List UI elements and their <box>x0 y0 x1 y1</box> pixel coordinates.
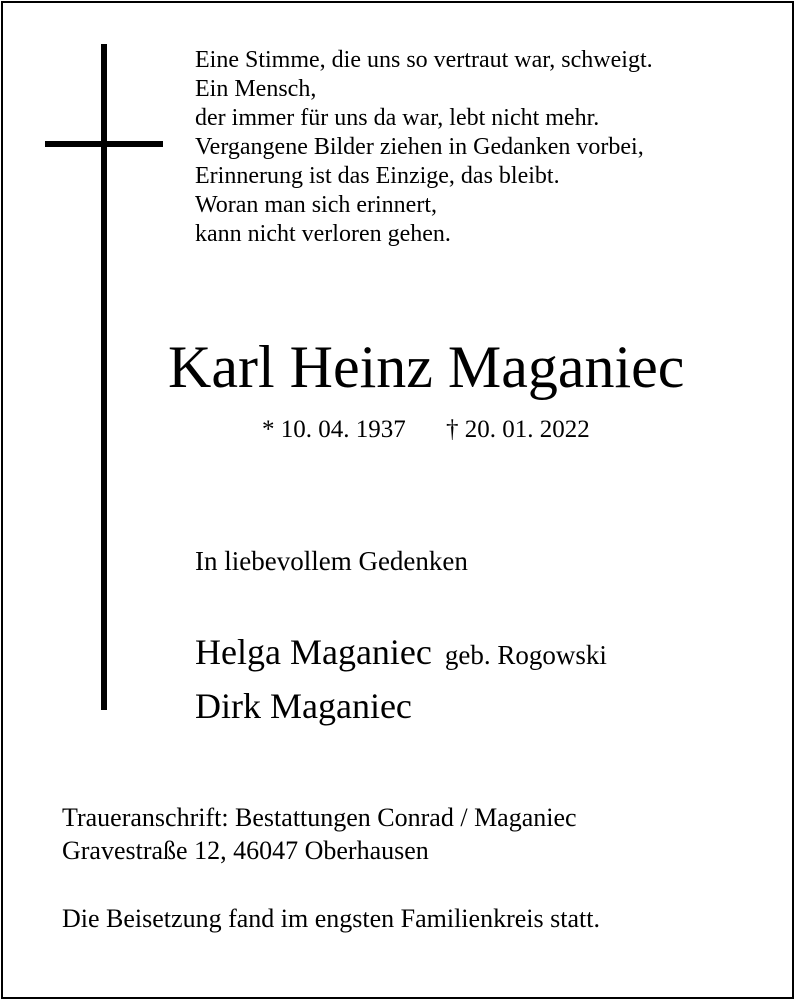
address-line-2: Gravestraße 12, 46047 Oberhausen <box>62 836 429 865</box>
mourner-1-name: Helga Maganiec <box>195 632 432 672</box>
birth-date: * 10. 04. 1937 <box>262 416 406 443</box>
poem-line: der immer für uns da war, lebt nicht mehr. <box>195 105 600 131</box>
poem-line: Eine Stimme, die uns so vertraut war, schweigt. <box>195 47 653 73</box>
poem-line: kann nicht verloren gehen. <box>195 221 451 247</box>
poem <box>195 46 653 249</box>
mourner-1-birth-name: geb. Rogowski <box>444 640 607 670</box>
poem-line: Vergangene Bilder ziehen in Gedanken vorbei, <box>195 134 644 160</box>
poem-line: Woran man sich erinnert, <box>195 192 437 218</box>
mourning-intro: In liebevollem Gedenken <box>195 546 468 576</box>
address-line-1: Traueranschrift: Bestattungen Conrad / Maganiec <box>62 803 577 832</box>
mourner-2-name: Dirk Maganiec <box>195 686 412 726</box>
poem-line: Erinnerung ist das Einzige, das bleibt. <box>195 163 560 189</box>
life-dates <box>262 414 590 446</box>
condolence-address <box>62 801 577 867</box>
cross-horizontal-bar <box>45 141 163 147</box>
mourner-1 <box>195 630 607 677</box>
death-date: † 20. 01. 2022 <box>446 416 590 443</box>
burial-note: Die Beisetzung fand im engsten Familienkreis statt. <box>62 904 600 933</box>
poem-line: Ein Mensch, <box>195 76 317 102</box>
deceased-name: Karl Heinz Maganiec <box>168 334 685 400</box>
